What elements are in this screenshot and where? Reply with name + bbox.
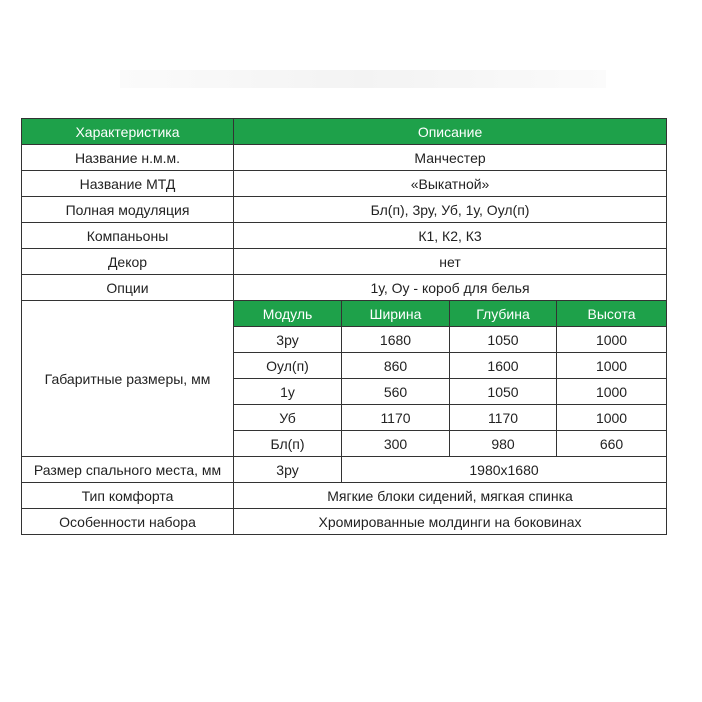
cell-width: 300 xyxy=(342,431,450,457)
spec-table xyxy=(21,118,667,535)
dimensions-label: Габаритные размеры, мм xyxy=(22,301,234,457)
row-value: нет xyxy=(234,249,667,275)
row-label: Опции xyxy=(22,275,234,301)
cell-module: Уб xyxy=(234,405,342,431)
features-value: Хромированные молдинги на боковинах xyxy=(234,509,667,535)
dimensions-subheader-row xyxy=(22,301,667,327)
cell-depth: 1050 xyxy=(450,327,557,353)
col-width: Ширина xyxy=(342,301,450,327)
table-row xyxy=(22,145,667,171)
row-value: «Выкатной» xyxy=(234,171,667,197)
cell-depth: 980 xyxy=(450,431,557,457)
row-value: Манчестер xyxy=(234,145,667,171)
table-row xyxy=(22,197,667,223)
col-height: Высота xyxy=(557,301,667,327)
row-label: Полная модуляция xyxy=(22,197,234,223)
row-value: К1, К2, К3 xyxy=(234,223,667,249)
cell-width: 1680 xyxy=(342,327,450,353)
cell-height: 660 xyxy=(557,431,667,457)
features-row xyxy=(22,509,667,535)
table-row xyxy=(22,223,667,249)
comfort-value: Мягкие блоки сидений, мягкая спинка xyxy=(234,483,667,509)
sleeping-label: Размер спального места, мм xyxy=(22,457,234,483)
row-label: Название МТД xyxy=(22,171,234,197)
table-row xyxy=(22,249,667,275)
row-label: Компаньоны xyxy=(22,223,234,249)
cell-height: 1000 xyxy=(557,379,667,405)
col-module: Модуль xyxy=(234,301,342,327)
table-row xyxy=(22,171,667,197)
comfort-label: Тип комфорта xyxy=(22,483,234,509)
row-value: 1у, Оу - короб для белья xyxy=(234,275,667,301)
cell-height: 1000 xyxy=(557,405,667,431)
cell-depth: 1170 xyxy=(450,405,557,431)
comfort-row xyxy=(22,483,667,509)
table-row xyxy=(22,275,667,301)
header-description: Описание xyxy=(234,119,667,145)
table-header-row xyxy=(22,119,667,145)
cell-height: 1000 xyxy=(557,327,667,353)
cell-module: 3ру xyxy=(234,327,342,353)
sleeping-value: 1980х1680 xyxy=(342,457,667,483)
cell-width: 560 xyxy=(342,379,450,405)
features-label: Особенности набора xyxy=(22,509,234,535)
cell-height: 1000 xyxy=(557,353,667,379)
cell-module: 1у xyxy=(234,379,342,405)
header-characteristic: Характеристика xyxy=(22,119,234,145)
cell-module: Бл(п) xyxy=(234,431,342,457)
cell-depth: 1600 xyxy=(450,353,557,379)
sleeping-size-row xyxy=(22,457,667,483)
sleeping-module: 3ру xyxy=(234,457,342,483)
cell-width: 860 xyxy=(342,353,450,379)
faded-banner xyxy=(120,70,606,88)
row-label: Название н.м.м. xyxy=(22,145,234,171)
col-depth: Глубина xyxy=(450,301,557,327)
cell-module: Оул(п) xyxy=(234,353,342,379)
row-label: Декор xyxy=(22,249,234,275)
row-value: Бл(п), 3ру, Уб, 1у, Оул(п) xyxy=(234,197,667,223)
cell-width: 1170 xyxy=(342,405,450,431)
cell-depth: 1050 xyxy=(450,379,557,405)
